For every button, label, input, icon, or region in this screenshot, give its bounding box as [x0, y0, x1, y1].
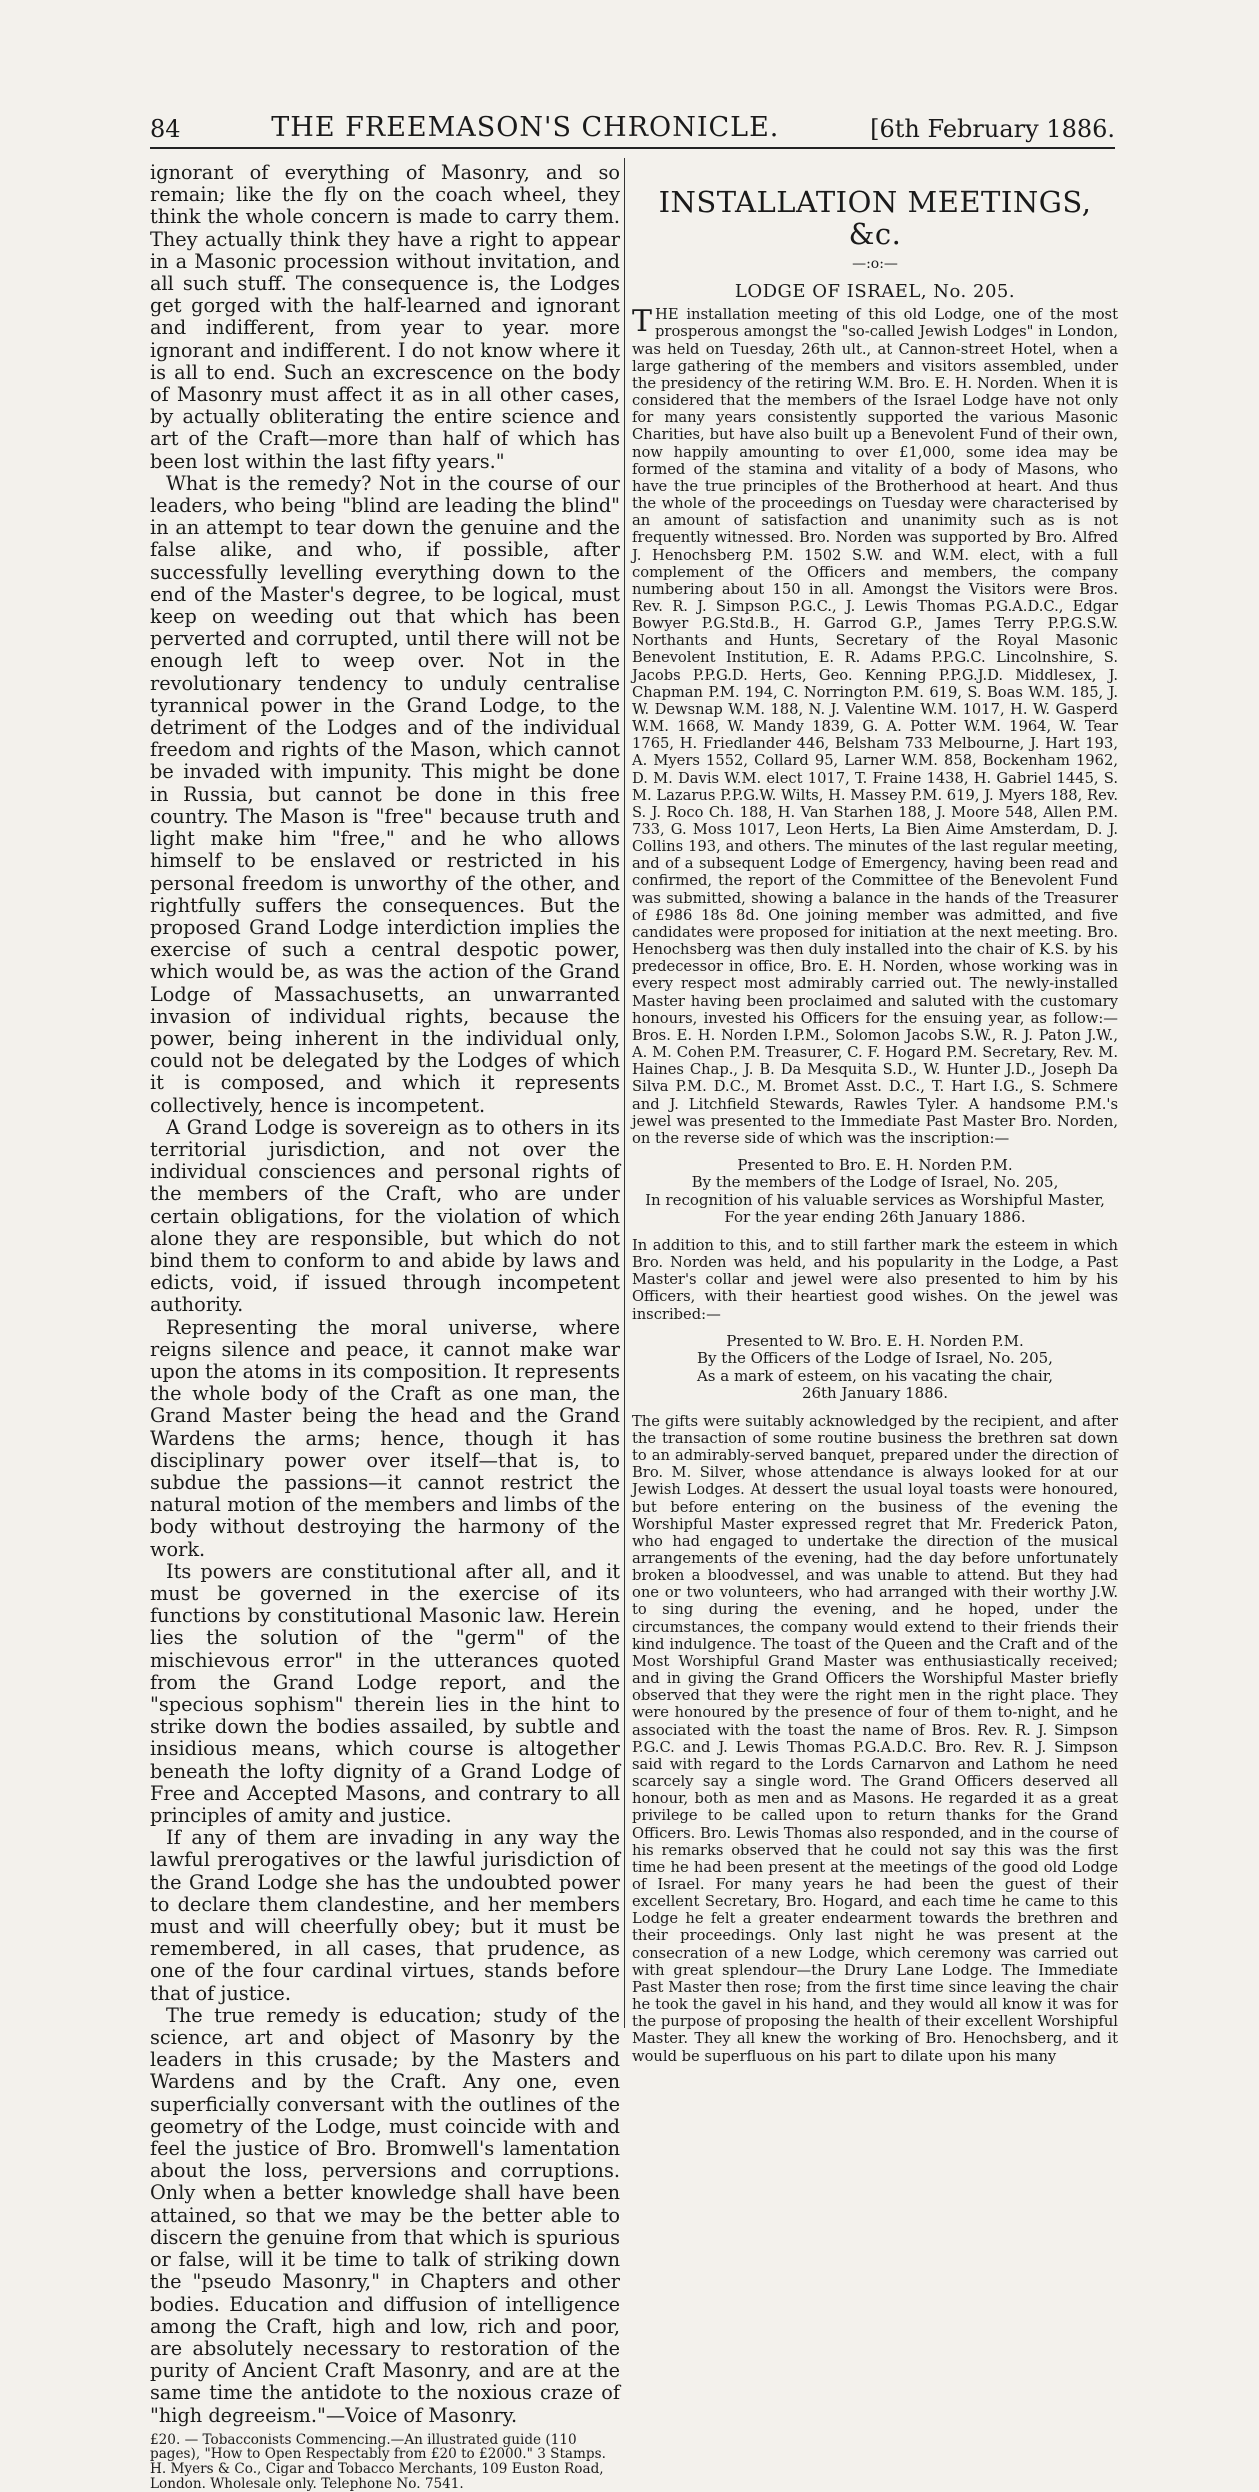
page-header [150, 112, 1115, 149]
report-paragraph: The gifts were suitably acknowledged by the recipient, and after the transaction of some routine business the brethren sat down to an admirably-served banquet, prepared under the direction of Bro. M. Silver, whose attendance is always looked for at our Jewish Lodges. At dessert the usual loyal toasts were honoured, but before entering on the business of the evening the Worshipful Master expressed regret that Mr. Frederick Paton, who had engaged to undertake the direction of the musical arrangements of the evening, had the day before unfortunately broken a bloodvessel, and was unable to attend. But they had one or two volunteers, who had arranged with their worthy J.W. to sing during the evening, and he hoped, under the circumstances, the company would extend to their friends their kind indulgence. The toast of the Queen and the Craft and of the Most Worshipful Grand Master was enthusiastically received; and in giving the Grand Officers the Worshipful Master briefly observed that they were the right men in the right place. They were honoured by the presence of four of them to-night, and he associated with the toast the name of Bros. Rev. R. J. Simpson P.G.C. and J. Lewis Thomas P.G.A.D.C. Bro. Rev. R. J. Simpson said with regard to the Lords Carnarvon and Lathom he need scarcely say a single word. The Grand Officers deserved all honour, both as men and as Masons. He regarded it as a great privilege to be called upon to return thanks for the Grand Officers. Bro. Lewis Thomas also responded, and in the course of his remarks observed that he could not say this was the first time he had been present at the meetings of the good old Lodge of Israel. For many years he had been the guest of their excellent Secretary, Bro. Hogard, and each time he came to this Lodge he felt a greater endearment towards the brethren and their proceedings. Only last night he was present at the consecration of a new Lodge, which ceremony was carried out with great splendour—the Drury Lane Lodge. The Immediate Past Master then rose; from the first time since leaving the chair he took the gavel in his hand, and they would all know it was for the purpose of proposing the health of their excellent Worshipful Master. They all knew the working of Bro. Henochsberg, and it would be superfluous on his part to dilate upon his many [632, 1412, 1118, 2065]
issue-date: [6th February 1886. [870, 115, 1115, 143]
inscription-line: Presented to W. Bro. E. H. Norden P.M. [726, 1331, 1024, 1350]
inscription-line: In recognition of his valuable services as Worshipful Master, [645, 1190, 1105, 1209]
lodge-heading: LODGE OF ISRAEL, No. 205. [734, 281, 1016, 303]
article-paragraph: If any of them are invading in any way the lawful prerogatives or the lawful jurisdiction of the Grand Lodge she has the undoubted power to declare them clandestine, and her members must and will cheerfully obey; but it must be remembered, in all cases, that prudence, as one of the four cardinal virtues, stands before that of justice. [150, 1826, 620, 2005]
jewel-inscription [632, 1157, 1118, 1227]
article-paragraph: Representing the moral universe, where reigns silence and peace, it cannot make war upon the atoms in its composition. It represents the whole body of the Craft as one man, the Grand Master being the head and the Grand Wardens the arms; hence, though it has disciplinary power over itself—that is, to subdue the passions—it cannot restrict the natural motion of the members and limbs of the body without destroying the harmony of the work. [150, 1315, 620, 1561]
jewel-inscription [632, 1333, 1118, 1403]
article-paragraph: Its powers are constitutional after all, and it must be governed in the exercise of its functions by constitutional Masonic law. Herein lies the solution of the "germ" of the mischievous error" in the utterances quoted from the Grand Lodge report, and the "specious sophism" therein lies in the hint to strike down the bodies assailed, by subtle and insidious means, which course is altogether beneath the lofty dignity of a Grand Lodge of Free and Accepted Masons, and contrary to all principles of amity and justice. [150, 1559, 620, 1828]
tobacconist-advertisement: £20. — Tobacconists Commencing.—An illustrated guide (110 pages), "How to Open Respectably from £20 to £2000." 3 Stamps. H. Myers & Co., Cigar and Tobacco Merchants, 109 Euston Road, London. Wholesale only. Telephone No. 7541. [150, 2431, 606, 2492]
report-text: HE installation meeting of this old Lodge, one of the most prosperous amongst the "so-called Jewish Lodges" in London, was held on Tuesday, 26th ult., at Cannon-street Hotel, when a large gathering of the members and visitors assembled, under the presidency of the retiring W.M. Bro. E. H. Norden. When it is considered that the members of the Israel Lodge have not only for many years consistently supported the various Masonic Charities, but have also built up a Benevolent Fund of their own, now happily amounting to over £1,000, some idea may be formed of the stamina and vitality of a body of Masons, who have the true principles of the Brotherhood at heart. And thus the whole of the proceedings on Tuesday were characterised by an amount of satisfaction and unanimity such as is not frequently witnessed. Bro. Norden was supported by Bro. Alfred J. Henochsberg P.M. 1502 S.W. and W.M. elect, with a full complement of the Officers and members, the company numbering about 150 in all. Amongst the Visitors were Bros. Rev. R. J. Simpson P.G.C., J. Lewis Thomas P.G.A.D.C., Edgar Bowyer P.G.Std.B., H. Garrod G.P., James Terry P.P.G.S.W. Northants and Hunts, Secretary of the Royal Masonic Benevolent Institution, E. R. Adams P.P.G.C. Lincolnshire, S. Jacobs P.P.G.D. Herts, Geo. Kenning P.P.G.J.D. Middlesex, J. Chapman P.M. 194, C. Norrington P.M. 619, S. Boas W.M. 185, J. W. Dewsnap W.M. 188, N. J. Valentine W.M. 1017, H. W. Gasperd W.M. 1668, W. Mandy 1839, G. A. Potter W.M. 1964, W. Tear 1765, H. Friedlander 446, Belsham 733 Melbourne, J. Hart 193, A. Myers 1552, Collard 95, Larner W.M. 858, Bockenham 1962, D. M. Davis W.M. elect 1017, T. Fraine 1438, H. Gabriel 1445, S. M. Lazarus P.P.G.W. Wilts, H. Massey P.M. 619, J. Myers 188, Rev. S. J. Roco Ch. 188, H. Van Starhen 188, J. Moore 548, Allen P.M. 733, G. Moss 1017, Leon Herts, La Bien Aime Amsterdam, D. J. Collins 193, and others. The minutes of the last regular meeting, and of a subsequent Lodge of Emergency, having been read and confirmed, the report of the Committee of the Benevolent Fund was submitted, showing a balance in the hands of the Treasurer of £986 18s 8d. One joining member was admitted, and five candidates were proposed for initiation at the next meeting. Bro. Henochsberg was then duly installed into the chair of K.S. by his predecessor in office, Bro. E. H. Norden, whose working was in every respect most admirably carried out. The newly-installed Master having been proclaimed and saluted with the customary honours, invested his Officers for the ensuing year, as follow:—Bros. E. H. Norden I.P.M., Solomon Jacobs S.W., R. J. Paton J.W., A. M. Cohen P.M. Treasurer, C. F. Hogard P.M. Secretary, Rev. M. Haines Chap., J. B. Da Mesquita S.D., W. Hunter J.D., Joseph Da Silva P.M. D.C., M. Bromet Asst. D.C., T. Hart I.G., S. Schmere and J. Litchfield Stewards, Rawles Tyler. A handsome P.M.'s jewel was presented to the Immediate Past Master Bro. Norden, on the reverse side of which was the inscription:— [632, 306, 1118, 1147]
report-paragraph [632, 306, 1118, 1147]
article-paragraph: ignorant of everything of Masonry, and so remain; like the fly on the coach wheel, they think the whole concern is made to carry them. They actually think they have a right to appear in a Masonic procession without invitation, and all such stuff. The consequence is, the Lodges get gorged with the half-learned and ignorant and indifferent, from year to year. more ignorant and indifferent. I do not know where it is all to end. Such an excrescence on the body of Masonry must affect it as in all other cases, by actually obliterating the entire science and art of the Craft—more than half of which has been lost within the last fifty years." [150, 161, 620, 473]
right-column [632, 162, 1118, 2065]
inscription-line: For the year ending 26th January 1886. [724, 1208, 1026, 1227]
inscription-line: Presented to Bro. E. H. Norden P.M. [737, 1155, 1013, 1174]
drop-cap: T [632, 304, 653, 340]
section-title: INSTALLATION MEETINGS, &c. [658, 185, 1092, 251]
inscription-line: As a mark of esteem, on his vacating the chair, [696, 1366, 1054, 1385]
article-paragraph: What is the remedy? Not in the course of our leaders, who being "blind are leading the blind" in an attempt to tear down the genuine and the false alike, and who, if possible, after successfully levelling everything down to the end of the Master's degree, to be logical, must keep on weeding out that which has been perverted and corrupted, until there will not be enough left to weep over. Not in the revolutionary tendency to unduly centralise tyrannical power in the Grand Lodge, to the detriment of the Lodges and of the individual freedom and rights of the Mason, which cannot be invaded with impunity. This might be done in Russia, but cannot be done in this free country. The Mason is "free" because truth and light make him "free," and he who allows himself to be enslaved or restricted in his personal freedom is unworthy of the other, and rightfully suffers the consequences. But the proposed Grand Lodge interdiction implies the exercise of such a central despotic power, which would be, as was the action of the Grand Lodge of Massachusetts, an unwarranted invasion of individual rights, because the power, being inherent in the individual only, could not be delegated by the Lodges of which it is composed, and which it represents collectively, hence is incompetent. [150, 471, 620, 1117]
page-number: 84 [150, 115, 181, 143]
left-column [150, 162, 620, 2492]
report-paragraph: In addition to this, and to still farther mark the esteem in which Bro. Norden was held, and his popularity in the Lodge, a Past Master's collar and jewel were also presented to him by his Officers, with their heartiest good wishes. On the jewel was inscribed:— [632, 1236, 1118, 1323]
article-paragraph: The true remedy is education; study of the science, art and object of Masonry by the leaders in this crusade; by the Masters and Wardens and by the Craft. Any one, even superficially conversant with the outlines of the geometry of the Lodge, must coincide with and feel the justice of Bro. Bromwell's lamentation about the loss, perversions and corruptions. Only when a better knowledge shall have been attained, so that we may be the better able to discern the genuine from that which is spurious or false, will it be time to talk of striking down the "pseudo Masonry," in Chapters and other bodies. Education and diffusion of intelligence among the Craft, high and low, rich and poor, are absolutely necessary to restoration of the purity of Ancient Craft Masonry, and are at the same time the antidote to the noxious craze of "high degreeism."—Voice of Masonry. [150, 2003, 620, 2427]
masthead-title: THE FREEMASON'S CHRONICLE. [271, 112, 780, 143]
inscription-line: 26th January 1886. [801, 1384, 949, 1403]
inscription-line: By the members of the Lodge of Israel, No. 205, [691, 1173, 1059, 1192]
inscription-line: By the Officers of the Lodge of Israel, No. 205, [697, 1349, 1053, 1368]
article-paragraph: A Grand Lodge is sovereign as to others in its territorial jurisdiction, and not over the individual consciences and personal rights of the members of the Craft, who are under certain obligations, for the violation of which alone they are responsible, but which do not bind them to conform to and abide by laws and edicts, void, if issued through incompetent authority. [150, 1115, 620, 1317]
column-divider [624, 158, 625, 2028]
ornament-divider: —:o:— [852, 256, 898, 272]
